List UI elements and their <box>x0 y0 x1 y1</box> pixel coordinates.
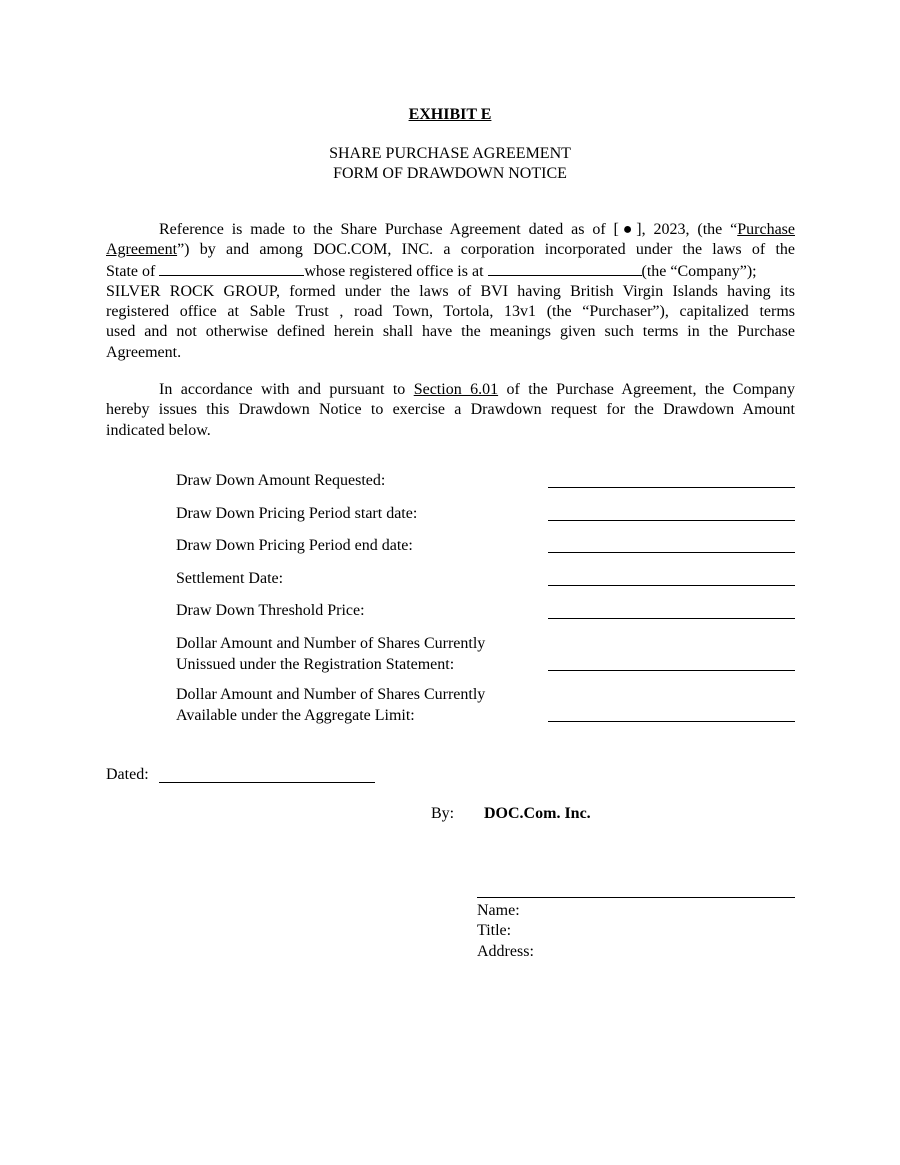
name-label: Name: <box>477 902 520 919</box>
para1-line2: Agreement”) by and among DOC.COM, INC. a corporation incorporated under the laws of the <box>106 241 795 259</box>
para2-line3: indicated below. <box>106 421 211 439</box>
state-blank[interactable] <box>159 261 304 276</box>
field-line-amount[interactable] <box>548 487 795 488</box>
field-label-start-date: Draw Down Pricing Period start date: <box>176 505 418 522</box>
field-line-threshold[interactable] <box>548 618 795 619</box>
para2-line2: hereby issues this Drawdown Notice to exercise a Drawdown request for the Drawdown Amount <box>106 401 795 419</box>
signature-labels <box>477 901 534 962</box>
field-line-start-date[interactable] <box>548 520 795 521</box>
accordance-paragraph <box>106 380 795 441</box>
field-label-available: Dollar Amount and Number of Shares Currently Available under the Aggregate Limit: <box>176 686 486 724</box>
dated-line[interactable] <box>159 782 375 783</box>
reference-paragraph <box>106 220 795 363</box>
office-blank[interactable] <box>488 261 642 276</box>
para1-line6: used and not otherwise defined herein shall have the meanings given such terms in the Purchase <box>106 323 795 341</box>
section-link[interactable]: Section 6.01 <box>413 381 499 398</box>
agreement-title: SHARE PURCHASE AGREEMENT <box>329 145 571 162</box>
para1-line5: registered office at Sable Trust , road Town, Tortola, 13v1 (the “Purchaser”), capitalized terms <box>106 303 795 321</box>
para2-line1: In accordance with and pursuant to Section 6.01 of the Purchase Agreement, the Company <box>159 381 796 398</box>
field-label-end-date: Draw Down Pricing Period end date: <box>176 537 413 554</box>
para1-line3: State of whose registered office is at (the “Company”); <box>106 262 757 280</box>
address-label: Address: <box>477 942 534 960</box>
field-line-unissued[interactable] <box>548 670 795 671</box>
field-line-available[interactable] <box>548 721 795 722</box>
field-label-unissued: Dollar Amount and Number of Shares Currently Unissued under the Registration Statement: <box>176 635 486 673</box>
company-name: DOC.Com. Inc. <box>484 805 591 822</box>
notice-title: FORM OF DRAWDOWN NOTICE <box>333 165 567 182</box>
field-label-settlement: Settlement Date: <box>176 570 284 587</box>
field-line-end-date[interactable] <box>548 552 795 553</box>
para1-line7: Agreement. <box>106 343 182 361</box>
para1-line4: SILVER ROCK GROUP, formed under the laws of BVI having British Virgin Islands having its <box>106 282 795 300</box>
by-label: By: <box>431 805 455 822</box>
signature-line[interactable] <box>477 897 795 898</box>
purchase-agreement-link[interactable]: Purchase <box>737 221 795 238</box>
field-label-threshold: Draw Down Threshold Price: <box>176 602 365 619</box>
field-label-amount: Draw Down Amount Requested: <box>176 472 386 489</box>
dated-label: Dated: <box>106 766 149 783</box>
field-line-settlement[interactable] <box>548 585 795 586</box>
exhibit-heading: EXHIBIT E <box>408 106 492 123</box>
title-label: Title: <box>477 922 512 940</box>
purchase-agreement-link-cont[interactable]: Agreement <box>106 241 178 259</box>
para1-line1: Reference is made to the Share Purchase Agreement dated as of [●], 2023, (the “Purchase <box>159 221 795 238</box>
